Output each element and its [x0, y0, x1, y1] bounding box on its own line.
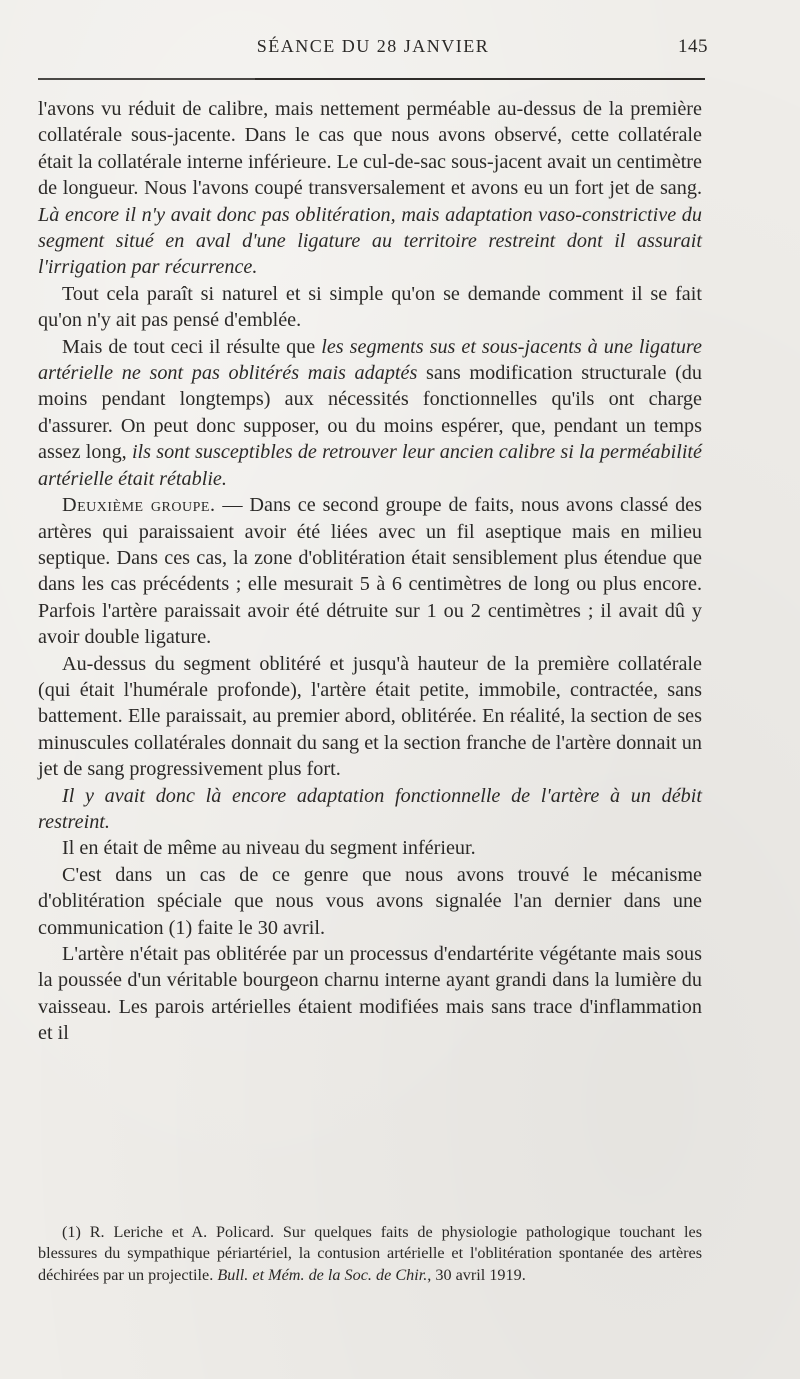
italic-text: Là encore il n'y avait donc pas oblitération, mais adaptation vaso-constrictive du segment situé en aval d'une ligature au territoire restreint dont il assurait l'irrigation par récurrence. [38, 203, 702, 279]
italic-text: Bull. et Mém. de la Soc. de Chir. [217, 1265, 428, 1284]
page-number: 145 [678, 36, 708, 57]
text-run: sans modification structurale (du moins pendant longtemps) aux nécessités fonctionnelles qu'ils ont charge d'assurer. On peut donc supposer, ou du moins espérer, que, pendant un temps assez long, [38, 362, 702, 464]
footnote [38, 1222, 702, 1286]
body-text [38, 96, 702, 1047]
paragraph [38, 651, 702, 783]
text-run: (1) R. Leriche et A. Policard. Sur quelques faits de physiologie pathologique touchant les blessures du sympathique périartériel, la contusion artérielle et l'oblitération spontanée des artères déchirées par un projectile. [38, 1223, 702, 1284]
running-header [38, 36, 708, 66]
text-run: l'avons vu réduit de calibre, mais nettement perméable au-dessus de la première collatérale sous-jacente. Dans le cas que nous avons observé, cette collatérale était la collatérale interne inférieure. Le cul-de-sac sous-jacent avait un centimètre de longueur. Nous l'avons coupé transversalement et avons eu un fort jet de sang. [38, 98, 702, 200]
text-run: L'artère n'était pas oblitérée par un processus d'endartérite végétante mais sous la poussée d'un véritable bourgeon charnu interne ayant grandi dans la lumière du vaisseau. Les parois artérielles étaient modifiées mais sans trace d'inflammation et il [38, 943, 702, 1045]
text-run: , 30 avril 1919. [427, 1265, 526, 1284]
text-run: C'est dans un cas de ce genre que nous avons trouvé le mécanisme d'oblitération spéciale que nous vous avons signalée l'an dernier dans une communication (1) faite le 30 avril. [38, 863, 702, 939]
paragraph [38, 96, 702, 281]
header-rule [255, 78, 705, 80]
section-heading: Deuxième groupe. [62, 494, 216, 517]
paragraph [38, 835, 702, 861]
text-run: Au-dessus du segment oblitéré et jusqu'à hauteur de la première collatérale (qui était l'humérale profonde), l'artère était petite, immobile, contractée, sans battement. Elle paraissait, au premier abord, oblitérée. En réalité, la section de ses minuscules collatérales donnait du sang et la section franche de l'artère donnait un jet de sang progressivement plus fort. [38, 652, 702, 781]
text-run: Mais de tout ceci il résulte que [62, 335, 322, 358]
paragraph [38, 334, 702, 492]
italic-text: Il y avait donc là encore adaptation fonctionnelle de l'artère à un débit restreint. [38, 784, 702, 833]
paragraph [38, 783, 702, 836]
header-rule-left [38, 78, 260, 80]
text-run: — Dans ce second groupe de faits, nous avons classé des artères qui paraissaient avoir été liées avec un fil aseptique mais en milieu septique. Dans ces cas, la zone d'oblitération était sensiblement plus étendue que dans les cas précédents ; elle mesurait 5 à 6 centimètres de long ou plus encore. Parfois l'artère paraissait avoir été détruite sur 1 ou 2 centimètres ; il avait dû y avoir double ligature. [38, 494, 702, 649]
header-title: SÉANCE DU 28 JANVIER [256, 36, 490, 56]
text-run: Il en était de même au niveau du segment inférieur. [62, 837, 476, 860]
paragraph [38, 862, 702, 941]
italic-text: les segments sus et sous-jacents à une ligature artérielle ne sont pas oblitérés mais adaptés [38, 335, 702, 385]
paragraph [38, 492, 702, 650]
text-run: Tout cela paraît si naturel et si simple qu'on se demande comment il se fait qu'on n'y ait pas pensé d'emblée. [38, 282, 702, 332]
paragraph [38, 941, 702, 1047]
paragraph [38, 281, 702, 334]
italic-text: ils sont susceptibles de retrouver leur ancien calibre si la perméabilité artérielle était rétablie. [38, 441, 702, 490]
footnote-paragraph [38, 1222, 702, 1286]
